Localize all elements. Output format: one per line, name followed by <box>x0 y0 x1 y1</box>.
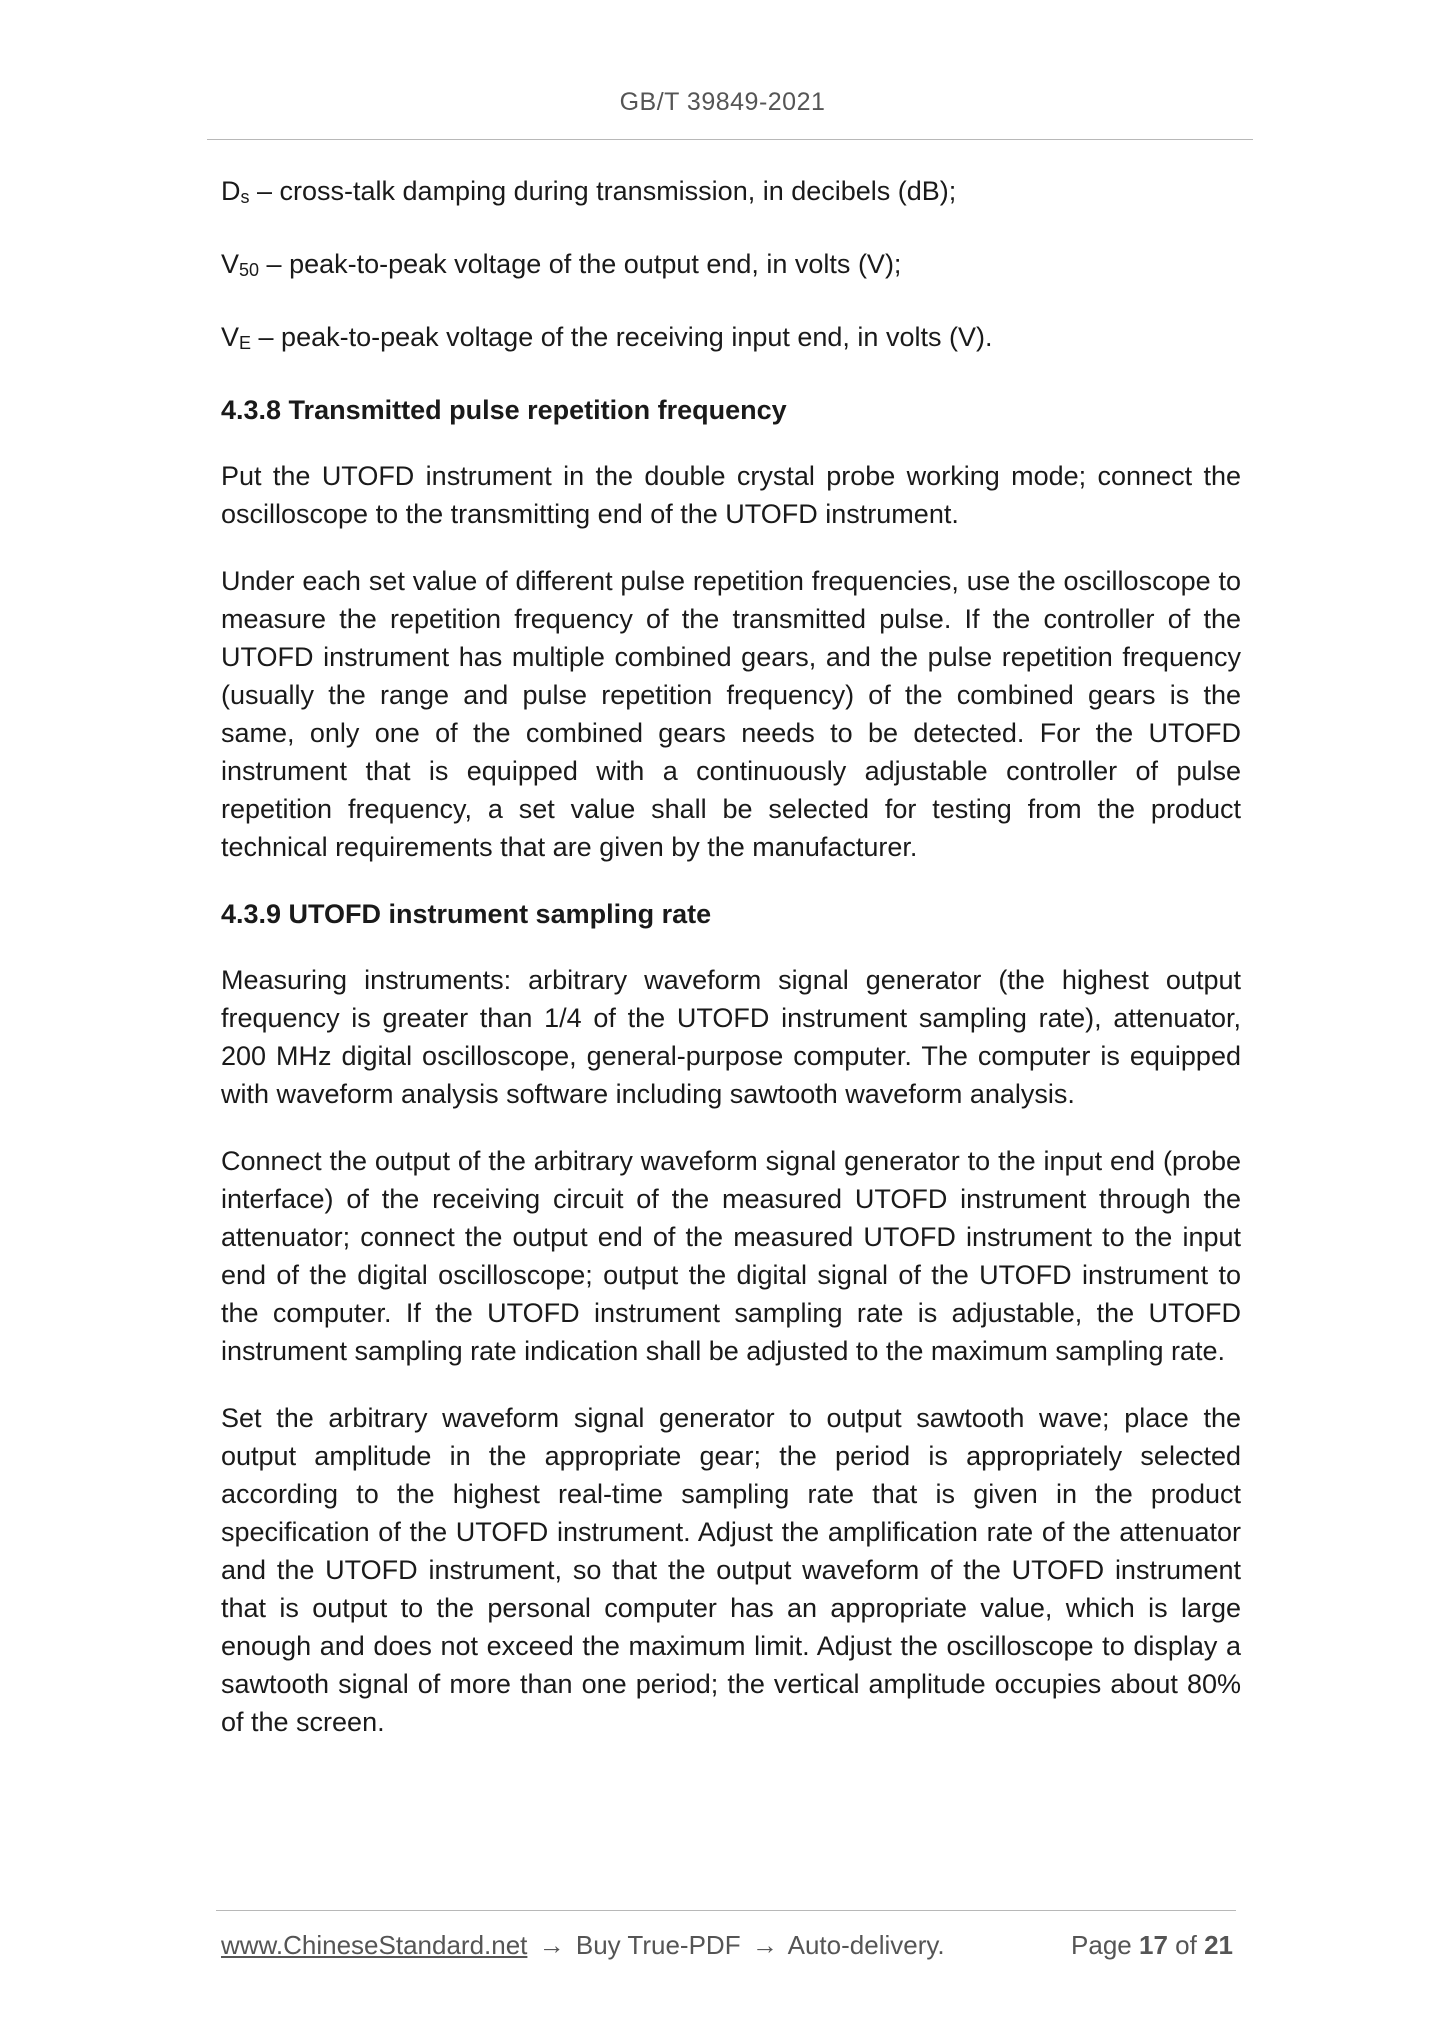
section-heading-4-3-8: 4.3.8 Transmitted pulse repetition frequency <box>221 395 787 425</box>
paragraph: Under each set value of different pulse repetition frequencies, use the oscilloscope to measure the repetition frequency of the transmitted pulse. If the controller of the UTOFD instrument has multiple combined gears, and the pulse repetition frequency (usually the range and pulse repetition frequency) of the combined gears is the same, only one of the combined gears needs to be detected. For the UTOFD instrument that is equipped with a continuously adjustable controller of pulse repetition frequency, a set value shall be selected for testing from the product technical requirements that are given by the manufacturer. <box>221 566 1241 862</box>
header-divider <box>207 139 1253 140</box>
definition-symbol: V <box>221 249 240 279</box>
definition-symbol: V <box>221 322 240 352</box>
page-of-label: of <box>1175 1930 1197 1960</box>
definition-ds <box>221 172 1241 216</box>
paragraph: Measuring instruments: arbitrary waveform signal generator (the highest output frequency is greater than 1/4 of the UTOFD instrument sampling rate), attenuator, 200 MHz digital oscilloscope, general-purpose computer. The computer is equipped with waveform analysis software including sawtooth waveform analysis. <box>221 965 1241 1109</box>
page-label: Page <box>1071 1930 1132 1960</box>
definition-ve <box>221 318 1241 362</box>
definition-text: – cross-talk damping during transmission, in decibels (dB); <box>249 176 957 206</box>
section-heading-4-3-9: 4.3.9 UTOFD instrument sampling rate <box>221 899 712 929</box>
arrow-right-icon: → <box>538 1930 565 1960</box>
definition-subscript: E <box>239 333 252 353</box>
paragraph: Put the UTOFD instrument in the double crystal probe working mode; connect the oscilloscope to the transmitting end of the UTOFD instrument. <box>221 461 1241 529</box>
paragraph: Connect the output of the arbitrary waveform signal generator to the input end (probe interface) of the receiving circuit of the measured UTOFD instrument through the attenuator; connect the output end of the measured UTOFD instrument to the input end of the digital oscilloscope; output the digital signal of the UTOFD instrument to the computer. If the UTOFD instrument sampling rate is adjustable, the UTOFD instrument sampling rate indication shall be adjusted to the maximum sampling rate. <box>221 1146 1241 1366</box>
website-link[interactable]: www.ChineseStandard.net <box>221 1930 528 1960</box>
definition-subscript: 50 <box>239 260 260 280</box>
buy-pdf-text: Buy True-PDF <box>575 1930 741 1960</box>
page-content <box>221 172 1241 1770</box>
page-current: 17 <box>1139 1930 1168 1960</box>
definition-text: – peak-to-peak voltage of the output end, in volts (V); <box>259 249 902 279</box>
footer-divider <box>216 1910 1236 1911</box>
definition-text: – peak-to-peak voltage of the receiving input end, in volts (V). <box>251 322 993 352</box>
page-number <box>1071 1930 1233 1961</box>
auto-delivery-text: Auto-delivery. <box>787 1930 945 1960</box>
definition-symbol: D <box>221 176 241 206</box>
paragraph: Set the arbitrary waveform signal generator to output sawtooth wave; place the output amplitude in the appropriate gear; the period is appropriately selected according to the highest real-time sampling rate that is given in the product specification of the UTOFD instrument. Adjust the amplification rate of the attenuator and the UTOFD instrument, so that the output waveform of the UTOFD instrument that is output to the personal computer has an appropriate value, which is large enough and does not exceed the maximum limit. Adjust the oscilloscope to display a sawtooth signal of more than one period; the vertical amplitude occupies about 80% of the screen. <box>221 1403 1241 1737</box>
definition-subscript: s <box>240 187 250 207</box>
page-footer <box>221 1930 1233 1961</box>
definition-v50 <box>221 245 1241 289</box>
document-header-title: GB/T 39849-2021 <box>619 88 826 116</box>
arrow-right-icon: → <box>751 1930 778 1960</box>
page-total: 21 <box>1204 1930 1233 1960</box>
